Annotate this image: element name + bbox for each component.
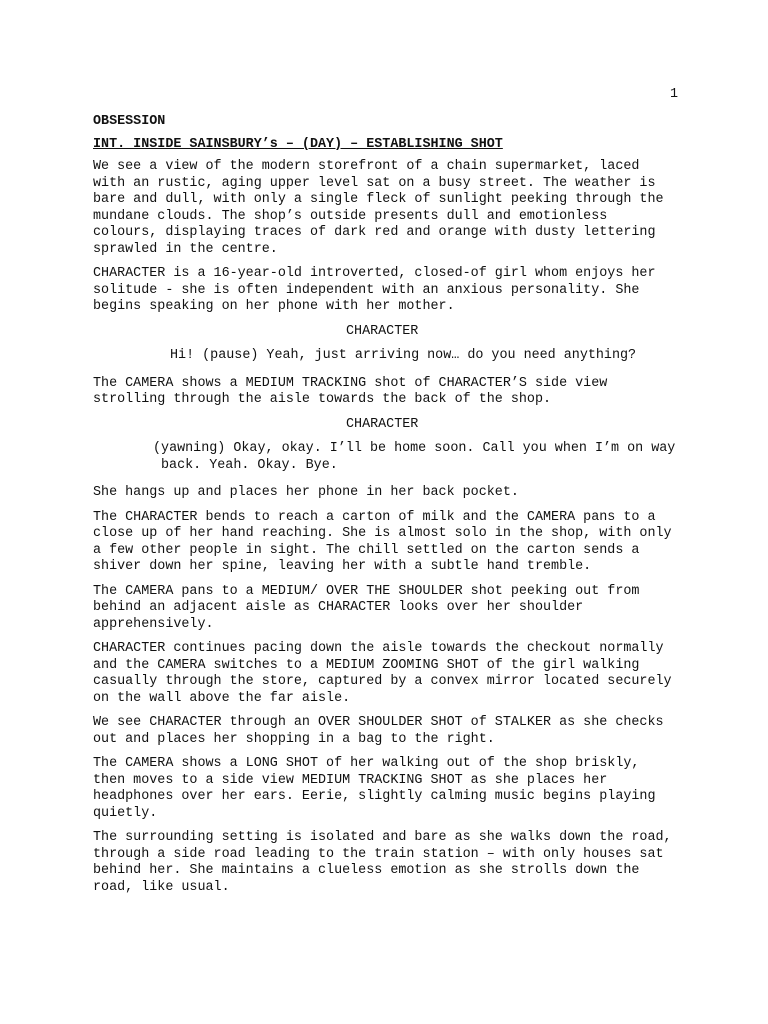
script-title: OBSESSION xyxy=(93,114,166,129)
action-paragraph: We see a view of the modern storefront of a chain supermarket, laced with an rustic, aging upper level sat on a busy street. The weather is bare and dull, with only a single fleck of sunlight peeking through the mundane clouds. The shop’s outside presents dull and emotionless colours, displaying traces of dark red and orange with dusty lettering sprawled in the centre. xyxy=(93,159,664,257)
action-paragraph: She hangs up and places her phone in her back pocket. xyxy=(93,485,519,500)
action-paragraph: We see CHARACTER through an OVER SHOULDER SHOT of STALKER as she checks out and places her shopping in a bag to the right. xyxy=(93,715,664,747)
scene-heading: INT. INSIDE SAINSBURY’s – (DAY) – ESTABLISHING SHOT xyxy=(93,136,503,152)
action-paragraph: The CAMERA pans to a MEDIUM/ OVER THE SHOULDER shot peeking out from behind an adjacent aisle as CHARACTER looks over her shoulder apprehensively. xyxy=(93,583,640,632)
page-number: 1 xyxy=(669,87,678,102)
character-cue: CHARACTER xyxy=(346,416,419,432)
action-paragraph: CHARACTER is a 16-year-old introverted, closed-of girl whom enjoys her solitude - she is often independent with an anxious personality. She begins speaking on her phone with her mother. xyxy=(93,266,656,314)
action-paragraph: The CAMERA shows a LONG SHOT of her walking out of the shop briskly, then moves to a side view MEDIUM TRACKING SHOT as she places her headphones over her ears. Eerie, slightly calming music begins playing quietly. xyxy=(93,756,656,821)
character-cue: CHARACTER xyxy=(346,323,419,339)
dialogue-line: Hi! (pause) Yeah, just arriving now… do you need anything? xyxy=(170,348,637,363)
action-paragraph: The CHARACTER bends to reach a carton of milk and the CAMERA pans to a close up of her hand reaching. She is almost solo in the shop, with only a few other people in sight. The chill settled on the carton sends a shiver down her spine, leaving her with a subtle hand tremble. xyxy=(93,509,672,574)
action-paragraph: The surrounding setting is isolated and bare as she walks down the road, through a side road leading to the train station – with only houses sat behind her. She maintains a clueless emotion as she strolls down the road, like usual. xyxy=(93,830,672,895)
dialogue-line: (yawning) Okay, okay. I’ll be home soon. Call you when I’m on way back. Yeah. Okay. Bye. xyxy=(153,441,676,473)
action-paragraph: The CAMERA shows a MEDIUM TRACKING shot of CHARACTER’S side view strolling through the aisle towards the back of the shop. xyxy=(93,375,608,407)
script-content xyxy=(93,114,678,904)
action-paragraph: CHARACTER continues pacing down the aisle towards the checkout normally and the CAMERA switches to a MEDIUM ZOOMING SHOT of the girl walking casually through the store, captured by a convex mirror located securely on the wall above the far aisle. xyxy=(93,641,672,706)
